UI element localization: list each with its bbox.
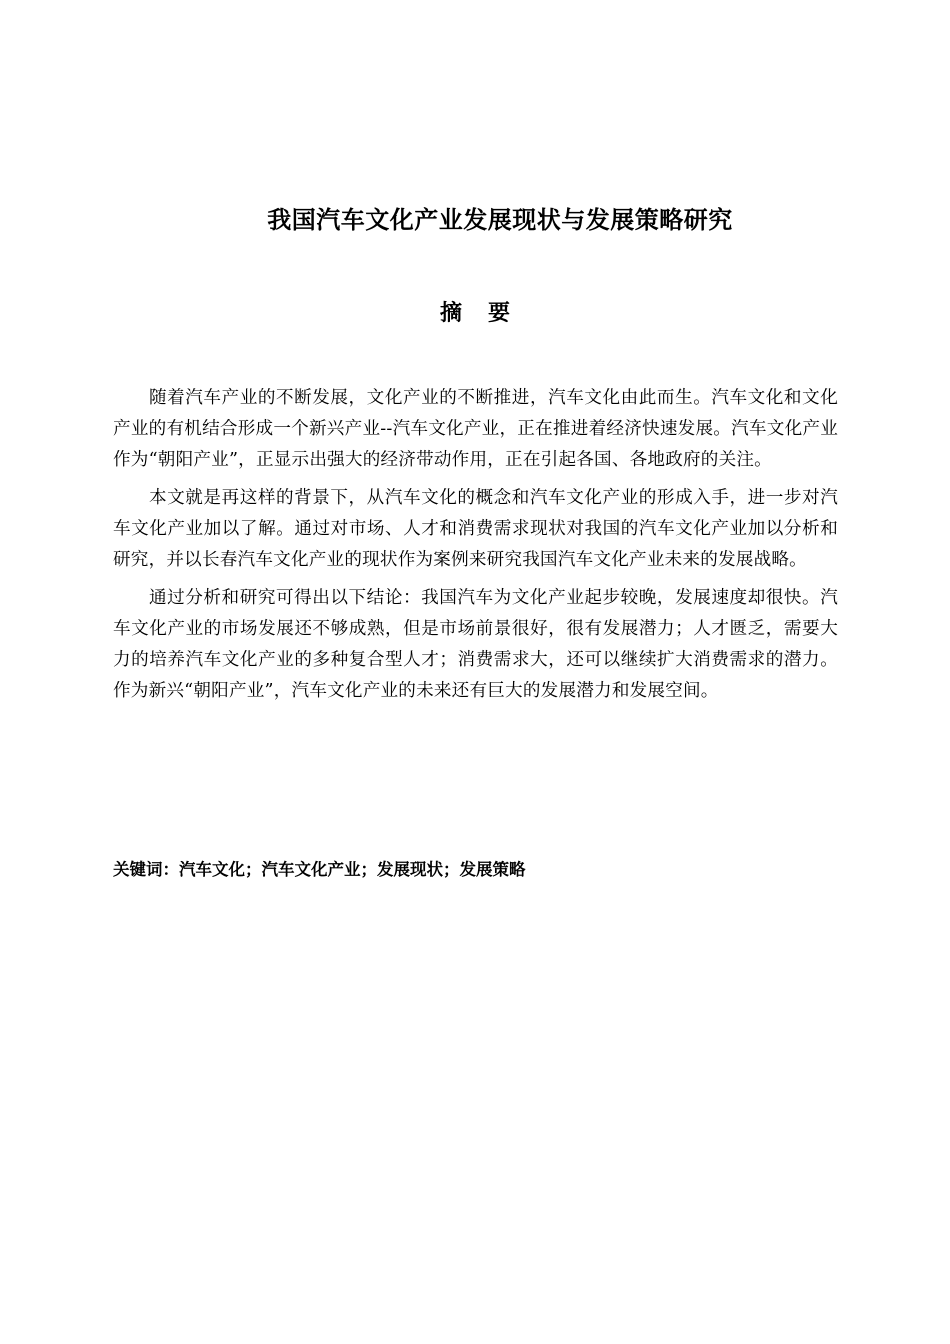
keywords-line: 关键词：汽车文化；汽车文化产业；发展现状；发展策略 <box>113 860 526 879</box>
abstract-paragraph-1: 随着汽车产业的不断发展，文化产业的不断推进，汽车文化由此而生。汽车文化和文化产业的有机结合形成一个新兴产业--汽车文化产业，正在推进着经济快速发展。汽车文化产业作为“朝阳产业”，正显示出强大的经济带动作用，正在引起各国、各地政府的关注。 <box>113 388 838 470</box>
abstract-heading: 摘要 <box>439 301 536 326</box>
abstract-body <box>113 383 838 714</box>
abstract-paragraph-2: 本文就是再这样的背景下，从汽车文化的概念和汽车文化产业的形成入手，进一步对汽车文化产业加以了解。通过对市场、人才和消费需求现状对我国的汽车文化产业加以分析和研究，并以长春汽车文化产业的现状作为案例来研究我国汽车文化产业未来的发展战略。 <box>113 488 838 570</box>
abstract-paragraph-3: 通过分析和研究可得出以下结论：我国汽车为文化产业起步较晚，发展速度却很快。汽车文化产业的市场发展还不够成熟，但是市场前景很好，很有发展潜力；人才匮乏，需要大力的培养汽车文化产业的多种复合型人才；消费需求大，还可以继续扩大消费需求的潜力。作为新兴“朝阳产业”，汽车文化产业的未来还有巨大的发展潜力和发展空间。 <box>113 588 838 701</box>
document-title: 我国汽车文化产业发展现状与发展策略研究 <box>267 206 733 234</box>
